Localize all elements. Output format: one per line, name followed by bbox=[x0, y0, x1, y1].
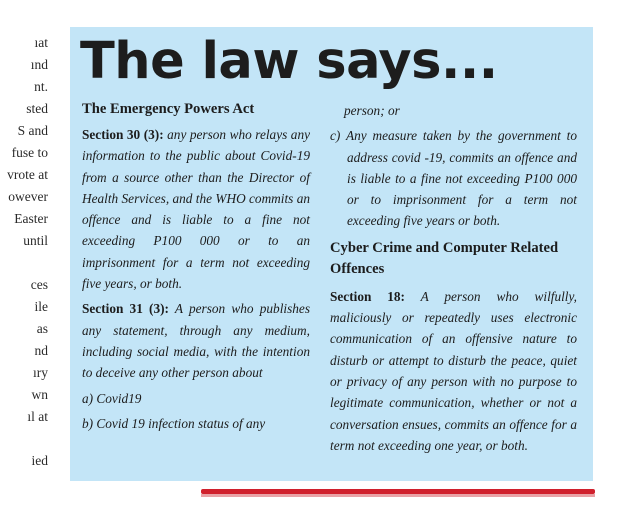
act-title: The Emergency Powers Act bbox=[82, 101, 255, 117]
section-30-text: any person who relays any information to the public about Covid-19 from a source other than the Director of Health Services, and the WHO commits an offence and is liable to a fine not exceeding P100 000 or to an imprisonment for a term not exceeding five years, or both. bbox=[82, 127, 310, 292]
fragment-line: Easter bbox=[14, 211, 48, 226]
section-18-label: Section 18: bbox=[330, 288, 405, 304]
list-item-b: b) Covid 19 infection status of any bbox=[82, 415, 266, 431]
law-info-box bbox=[70, 27, 593, 481]
section-31-label: Section 31 (3): bbox=[82, 301, 169, 317]
section-30-label: Section 30 (3): bbox=[82, 127, 164, 142]
list-item-a: a) Covid19 bbox=[82, 390, 142, 406]
adjacent-article-fragment bbox=[0, 32, 48, 472]
cyber-crime-title: Cyber Crime and Computer Related Offences bbox=[330, 239, 559, 277]
fragment-line: as bbox=[36, 321, 48, 336]
section-18-paragraph bbox=[330, 286, 577, 456]
section-31-text: A person who publishes any statement, through any medium, including social media, with the intention to deceive any other person about bbox=[82, 301, 310, 381]
list-item-b-continued: person; or bbox=[344, 103, 400, 118]
column-left bbox=[82, 99, 310, 438]
fragment-line: nt. bbox=[34, 79, 48, 94]
list-item-c: c) Any measure taken by the government to address covid -19, commits an offence and is liable to a fine not exceeding P100 000 or to imprisonment for a term not exceeding five years or both. bbox=[330, 128, 577, 229]
section-18-text: A person who wilfully, maliciously or repeatedly uses electronic communication of an offensive nature to disturb or attempt to disturb the peace, quiet or privacy of any person with no purpose to legitimate communication, whether or not a conversation ensues, commits an offence for a term not exceeding one year, or both. bbox=[330, 288, 577, 453]
fragment-line bbox=[0, 428, 48, 450]
fragment-line: ied bbox=[31, 453, 48, 468]
fragment-line: ıat bbox=[34, 35, 48, 50]
fragment-line: ile bbox=[34, 299, 48, 314]
column-right bbox=[330, 100, 577, 460]
fragment-line: wn bbox=[31, 387, 48, 402]
section-30-paragraph bbox=[82, 124, 310, 294]
fragment-line: vrote at bbox=[7, 167, 48, 182]
fragment-line: ıry bbox=[33, 365, 48, 380]
fragment-line: ınd bbox=[30, 57, 48, 72]
fragment-line: nd bbox=[34, 343, 48, 358]
fragment-line: ıl at bbox=[27, 409, 48, 424]
fragment-line: until bbox=[23, 233, 48, 248]
headline: The law says... bbox=[80, 32, 498, 91]
fragment-line: fuse to bbox=[11, 145, 48, 160]
section-31-paragraph bbox=[82, 298, 310, 383]
accent-rule-shadow bbox=[201, 494, 595, 497]
fragment-line: S and bbox=[17, 123, 48, 138]
fragment-line: sted bbox=[26, 101, 48, 116]
fragment-line: owever bbox=[8, 189, 48, 204]
fragment-line bbox=[0, 252, 48, 274]
fragment-line: ces bbox=[30, 277, 48, 292]
